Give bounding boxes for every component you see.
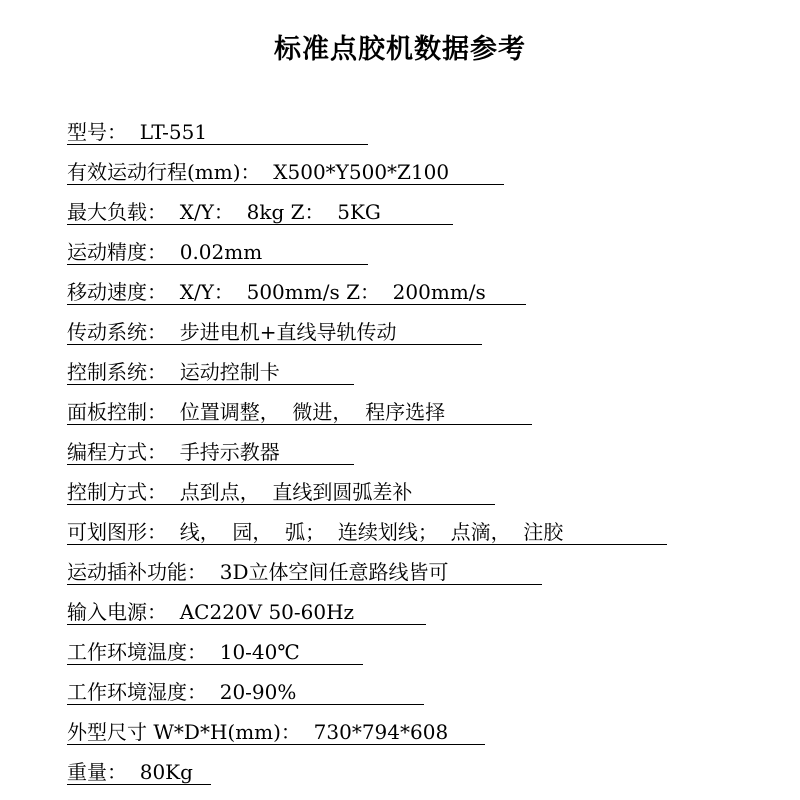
underline <box>67 144 368 145</box>
spec-label: 运动精度： <box>67 240 167 264</box>
spec-row-panel <box>67 388 767 428</box>
spec-row-model <box>67 108 767 148</box>
spec-value: X/Y： 500mm/s Z： 200mm/s <box>179 280 486 304</box>
spec-label: 外型尺寸 W*D*H(mm)： <box>67 720 301 744</box>
underline <box>67 584 542 585</box>
underline <box>67 744 485 745</box>
underline <box>67 304 526 305</box>
spec-value: 10-40℃ <box>219 640 300 664</box>
spec-row-power <box>67 588 767 628</box>
underline <box>67 224 453 225</box>
spec-value: 步进电机+直线导轨传动 <box>179 320 397 344</box>
underline <box>67 424 532 425</box>
spec-list <box>67 108 767 788</box>
spec-row-travel <box>67 148 767 188</box>
spec-row-speed <box>67 268 767 308</box>
spec-label: 最大负载： <box>67 200 167 224</box>
spec-value: LT-551 <box>139 120 208 144</box>
spec-label: 控制系统： <box>67 360 167 384</box>
spec-row-drive <box>67 308 767 348</box>
spec-row-shapes <box>67 508 767 548</box>
spec-label: 可划图形： <box>67 520 167 544</box>
underline <box>67 464 354 465</box>
underline <box>67 384 354 385</box>
underline <box>67 184 504 185</box>
spec-row-interpolation <box>67 548 767 588</box>
spec-row-control-mode <box>67 468 767 508</box>
spec-value: 3D立体空间任意路线皆可 <box>219 560 449 584</box>
spec-label: 工作环境湿度： <box>67 680 207 704</box>
spec-label: 传动系统： <box>67 320 167 344</box>
spec-row-programming <box>67 428 767 468</box>
spec-row-precision <box>67 228 767 268</box>
spec-label: 控制方式： <box>67 480 167 504</box>
page-title: 标准点胶机数据参考 <box>274 34 526 65</box>
underline <box>67 544 667 545</box>
spec-value: 运动控制卡 <box>179 360 280 384</box>
spec-value: 位置调整， 微进， 程序选择 <box>179 400 446 424</box>
underline <box>67 704 424 705</box>
spec-value: X500*Y500*Z100 <box>273 160 450 184</box>
underline <box>67 664 363 665</box>
spec-value: 0.02mm <box>179 240 263 264</box>
spec-value: 730*794*608 <box>313 720 449 744</box>
spec-row-temperature <box>67 628 767 668</box>
spec-label: 重量： <box>67 760 127 784</box>
spec-label: 运动插补功能： <box>67 560 207 584</box>
spec-value: 20-90% <box>219 680 297 704</box>
spec-value: 点到点， 直线到圆弧差补 <box>179 480 413 504</box>
spec-row-dimensions <box>67 708 767 748</box>
underline <box>67 504 495 505</box>
underline <box>67 624 426 625</box>
underline <box>67 264 368 265</box>
spec-row-load <box>67 188 767 228</box>
spec-row-control-system <box>67 348 767 388</box>
spec-label: 编程方式： <box>67 440 167 464</box>
spec-row-weight <box>67 748 767 788</box>
spec-label: 工作环境温度： <box>67 640 207 664</box>
spec-label: 输入电源： <box>67 600 167 624</box>
underline <box>67 344 482 345</box>
spec-value: 手持示教器 <box>179 440 280 464</box>
spec-value: 线， 园， 弧； 连续划线； 点滴， 注胶 <box>179 520 564 544</box>
spec-label: 型号： <box>67 120 127 144</box>
spec-value: AC220V 50-60Hz <box>179 600 355 624</box>
spec-value: X/Y： 8kg Z： 5KG <box>179 200 381 224</box>
spec-value: 80Kg <box>139 760 193 784</box>
spec-label: 移动速度： <box>67 280 167 304</box>
spec-row-humidity <box>67 668 767 708</box>
spec-label: 面板控制： <box>67 400 167 424</box>
underline <box>67 784 211 785</box>
spec-label: 有效运动行程(mm)： <box>67 160 261 184</box>
